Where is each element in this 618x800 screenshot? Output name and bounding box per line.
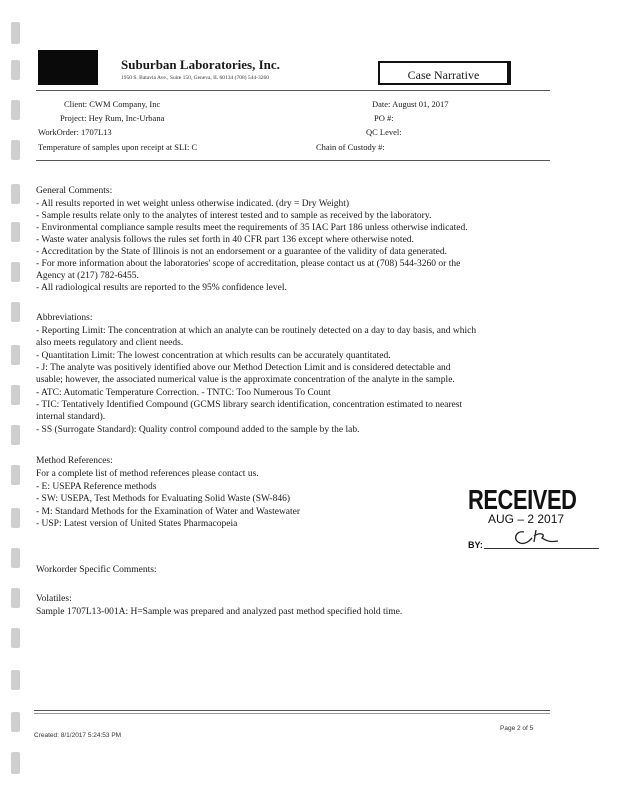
general-comment-line: - Waste water analysis follows the rules set forth in 40 CFR part 136 except where otherwise noted. — [36, 235, 414, 245]
qc-level-label: QC Level: — [366, 127, 402, 137]
chain-of-custody-field — [316, 142, 385, 152]
method-reference-line: - E: USEPA Reference methods — [36, 482, 157, 492]
temperature-value: C — [191, 142, 198, 152]
project-field — [60, 113, 164, 123]
general-comment-line: - Accreditation by the State of Illinois is not an endorsement or a guarantee of the validity of data generated. — [36, 247, 448, 257]
project-value: Hey Rum, Inc-Urbana — [88, 113, 165, 123]
binder-hole — [11, 670, 20, 690]
date-field — [372, 99, 449, 109]
qc-level-field — [366, 127, 402, 137]
general-comment-line: - All radiological results are reported to the 95% confidence level. — [36, 283, 287, 293]
po-label: PO #: — [374, 113, 394, 123]
binder-hole — [11, 222, 20, 242]
stamp-received-word: RECEIVED — [468, 484, 577, 515]
binder-hole — [11, 100, 20, 120]
client-value: CWM Company, Inc — [89, 99, 161, 109]
abbreviation-line: - TIC: Tentatively Identified Compound (GCMS library search identification, concentration estimated to nearest — [36, 400, 463, 410]
company-name: Suburban Laboratories, Inc. — [121, 57, 280, 72]
document-type-box: Case Narrative — [378, 61, 511, 85]
stamp-by-line — [484, 548, 599, 549]
po-field — [374, 113, 394, 123]
date-label: Date: — [372, 99, 391, 109]
project-label: Project: — [60, 113, 87, 123]
binder-hole — [11, 184, 20, 204]
client-label: Client: — [64, 99, 88, 109]
binder-hole — [11, 262, 20, 282]
volatiles-comment: Sample 1707L13-001A: H=Sample was prepared and analyzed past method specified hold time. — [36, 607, 403, 617]
date-value: August 01, 2017 — [392, 99, 449, 109]
method-reference-line: - USP: Latest version of United States Pharmacopeia — [36, 519, 238, 529]
stamp-by-label: BY: — [468, 540, 483, 550]
method-reference-line: - SW: USEPA, Test Methods for Evaluating Solid Waste (SW-846) — [36, 494, 291, 504]
header-fields-rule — [36, 160, 550, 161]
binder-hole — [11, 22, 20, 44]
binder-hole — [11, 60, 20, 80]
binder-hole — [11, 425, 20, 445]
workorder-label: WorkOrder: — [38, 127, 79, 137]
stamp-date: AUG – 2 2017 — [488, 512, 565, 526]
general-comment-line: - Sample results relate only to the analytes of interest tested and to sample as received by the laboratory. — [36, 211, 432, 221]
binder-hole — [11, 385, 20, 405]
binder-hole — [11, 712, 20, 732]
abbreviation-line: - ATC: Automatic Temperature Correction. - TNTC: Too Numerous To Count — [36, 388, 331, 398]
general-comment-line: - Environmental compliance sample results meet the requirements of 35 IAC Part 186 unless otherwise indicated. — [36, 223, 468, 233]
binder-hole — [11, 465, 20, 485]
footer-rule-2 — [34, 713, 550, 714]
workorder-value: 1707L13 — [80, 127, 112, 137]
abbreviation-line: - SS (Surrogate Standard): Quality control compound added to the sample by the lab. — [36, 425, 360, 435]
binder-hole — [11, 628, 20, 648]
company-address: 1950 S. Batavia Ave., Suite 150, Geneva, IL 60134 (708) 544-3260 — [121, 75, 270, 81]
volatiles-title: Volatiles: — [36, 594, 72, 604]
binder-hole — [11, 345, 20, 365]
binder-hole — [11, 302, 20, 322]
binder-hole — [11, 752, 20, 774]
created-timestamp: Created: 8/1/2017 5:24:53 PM — [34, 732, 122, 739]
company-logo — [38, 50, 98, 85]
abbreviation-line: - Quantitation Limit: The lowest concentration at which results can be accurately quantitated. — [36, 351, 391, 361]
page-number: Page 2 of 5 — [500, 725, 534, 732]
general-comment-line: Agency at (217) 782-6455. — [36, 271, 139, 281]
received-stamp — [466, 486, 601, 556]
abbreviation-line: usable; however, the associated numerical value is the approximate concentration of the analyte in the sample. — [36, 375, 455, 385]
abbreviations-title: Abbreviations: — [36, 313, 93, 323]
handwritten-initials — [510, 526, 560, 548]
client-field — [64, 99, 160, 109]
method-references-title: Method References: — [36, 456, 113, 466]
method-reference-line: - M: Standard Methods for the Examination of Water and Wastewater — [36, 507, 301, 517]
chain-of-custody-label: Chain of Custody #: — [316, 142, 385, 152]
abbreviation-line: also meets regulatory and client needs. — [36, 338, 184, 348]
workorder-specific-title: Workorder Specific Comments: — [36, 565, 157, 575]
abbreviation-line: - J: The analyte was positively identified above our Method Detection Limit and is considered detectable and — [36, 363, 451, 373]
general-comment-line: - All results reported in wet weight unless otherwise indicated. (dry = Dry Weight) — [36, 199, 350, 209]
method-reference-line: For a complete list of method references please contact us. — [36, 469, 259, 479]
binder-hole — [11, 588, 20, 608]
abbreviation-line: - Reporting Limit: The concentration at which an analyte can be routinely detected on a day to day basis, and which — [36, 326, 477, 336]
temperature-label: Temperature of samples upon receipt at SLI: — [38, 142, 190, 152]
temperature-field — [38, 142, 197, 152]
general-comment-line: - For more information about the laboratories' scope of accreditation, please contact us at (708) 544-3260 or the — [36, 259, 461, 269]
abbreviation-line: internal standard). — [36, 412, 106, 422]
binder-hole — [11, 548, 20, 568]
workorder-field — [38, 127, 112, 137]
footer-rule — [34, 710, 550, 711]
header-rule — [36, 90, 550, 91]
general-comments-title: General Comments: — [36, 186, 113, 196]
binder-hole — [11, 508, 20, 528]
binder-hole — [11, 140, 20, 160]
